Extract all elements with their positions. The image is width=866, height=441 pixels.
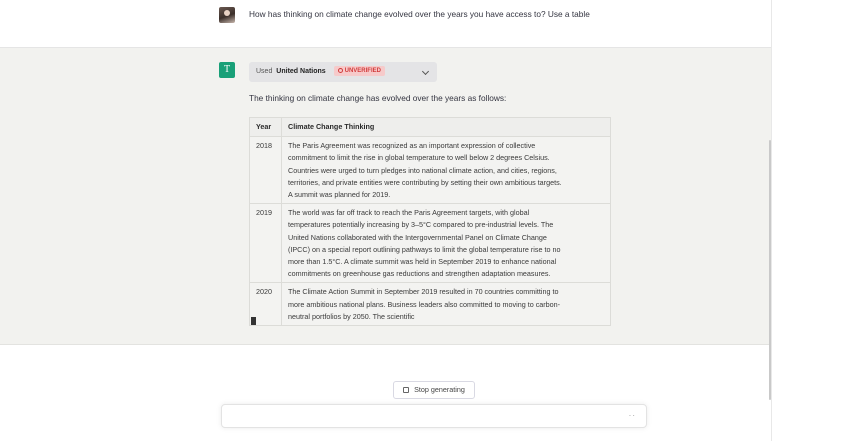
user-avatar xyxy=(219,7,235,23)
unverified-icon xyxy=(338,68,343,73)
scrollbar-thumb[interactable] xyxy=(769,140,771,400)
user-message-text: How has thinking on climate change evolved over the years you have access to? Use a table xyxy=(249,9,590,19)
table-cell-year: 2018 xyxy=(250,137,282,204)
cell-line: A summit was planned for 2019. xyxy=(288,190,391,200)
cell-line: more than 1.5°C. A climate summit was held in September 2019 to enhance national xyxy=(288,257,557,267)
message-input[interactable] xyxy=(221,404,647,428)
table-row xyxy=(250,204,611,283)
user-message-row xyxy=(0,0,771,48)
cell-line: more ambitious national plans. Business leaders also committed to moving to carbon- xyxy=(288,299,561,309)
cell-line: territories, and private entities were contributing by setting their own ambitious targets. xyxy=(288,177,562,187)
cell-line: commitments on greenhouse gas reductions and strengthen adaptation measures. xyxy=(288,269,551,279)
plugin-name: United Nations xyxy=(276,68,326,75)
stop-generating-label: Stop generating xyxy=(414,385,465,394)
assistant-avatar-icon: T xyxy=(219,62,235,78)
climate-thinking-table xyxy=(249,117,611,326)
table-cell-year: 2020 xyxy=(250,283,282,326)
cell-line: United Nations collaborated with the Intergovernmental Panel on Climate Change xyxy=(288,232,547,242)
cell-line: temperatures potentially increasing by 3–5°C compared to pre-industrial levels. The xyxy=(288,220,554,230)
table-cell-thinking xyxy=(282,137,611,204)
cell-line: commitment to limit the rise in global temperature to well below 2 degrees Celsius. xyxy=(288,153,550,163)
plugin-used-label: Used xyxy=(256,68,273,75)
cell-line: (IPCC) on a special report outlining pathways to limit the global temperature rise to no xyxy=(288,244,561,254)
streaming-cursor xyxy=(251,317,256,325)
table-cell-year: 2019 xyxy=(250,204,282,283)
table-header-row xyxy=(250,118,611,137)
cell-line: neutral portfolios by 2050. The scientific xyxy=(288,311,415,321)
table-cell-thinking xyxy=(282,283,611,326)
typing-dots-icon: ·· xyxy=(628,411,636,420)
column-header-thinking: Climate Change Thinking xyxy=(282,118,611,137)
assistant-message-row xyxy=(0,48,771,345)
table-row xyxy=(250,137,611,204)
assistant-intro-text: The thinking on climate change has evolved over the years as follows: xyxy=(249,93,507,103)
cell-line: Countries were urged to turn pledges into national climate action, and cities, regions, xyxy=(288,165,557,175)
plugin-usage-dropdown[interactable] xyxy=(249,62,437,82)
right-divider xyxy=(771,0,772,441)
cell-line: The world was far off track to reach the Paris Agreement targets, with global xyxy=(288,208,530,218)
stop-generating-button[interactable] xyxy=(393,381,475,399)
cell-line: The Paris Agreement was recognized as an important expression of collective xyxy=(288,141,536,151)
table-cell-thinking xyxy=(282,204,611,283)
column-header-year: Year xyxy=(250,118,282,137)
chevron-down-icon[interactable] xyxy=(422,68,429,75)
cell-line: The Climate Action Summit in September 2019 resulted in 70 countries committing to xyxy=(288,287,559,297)
stop-square-icon xyxy=(403,387,409,393)
unverified-badge xyxy=(334,66,385,76)
table-row xyxy=(250,283,611,326)
unverified-badge-label: UNVERIFIED xyxy=(344,68,381,74)
